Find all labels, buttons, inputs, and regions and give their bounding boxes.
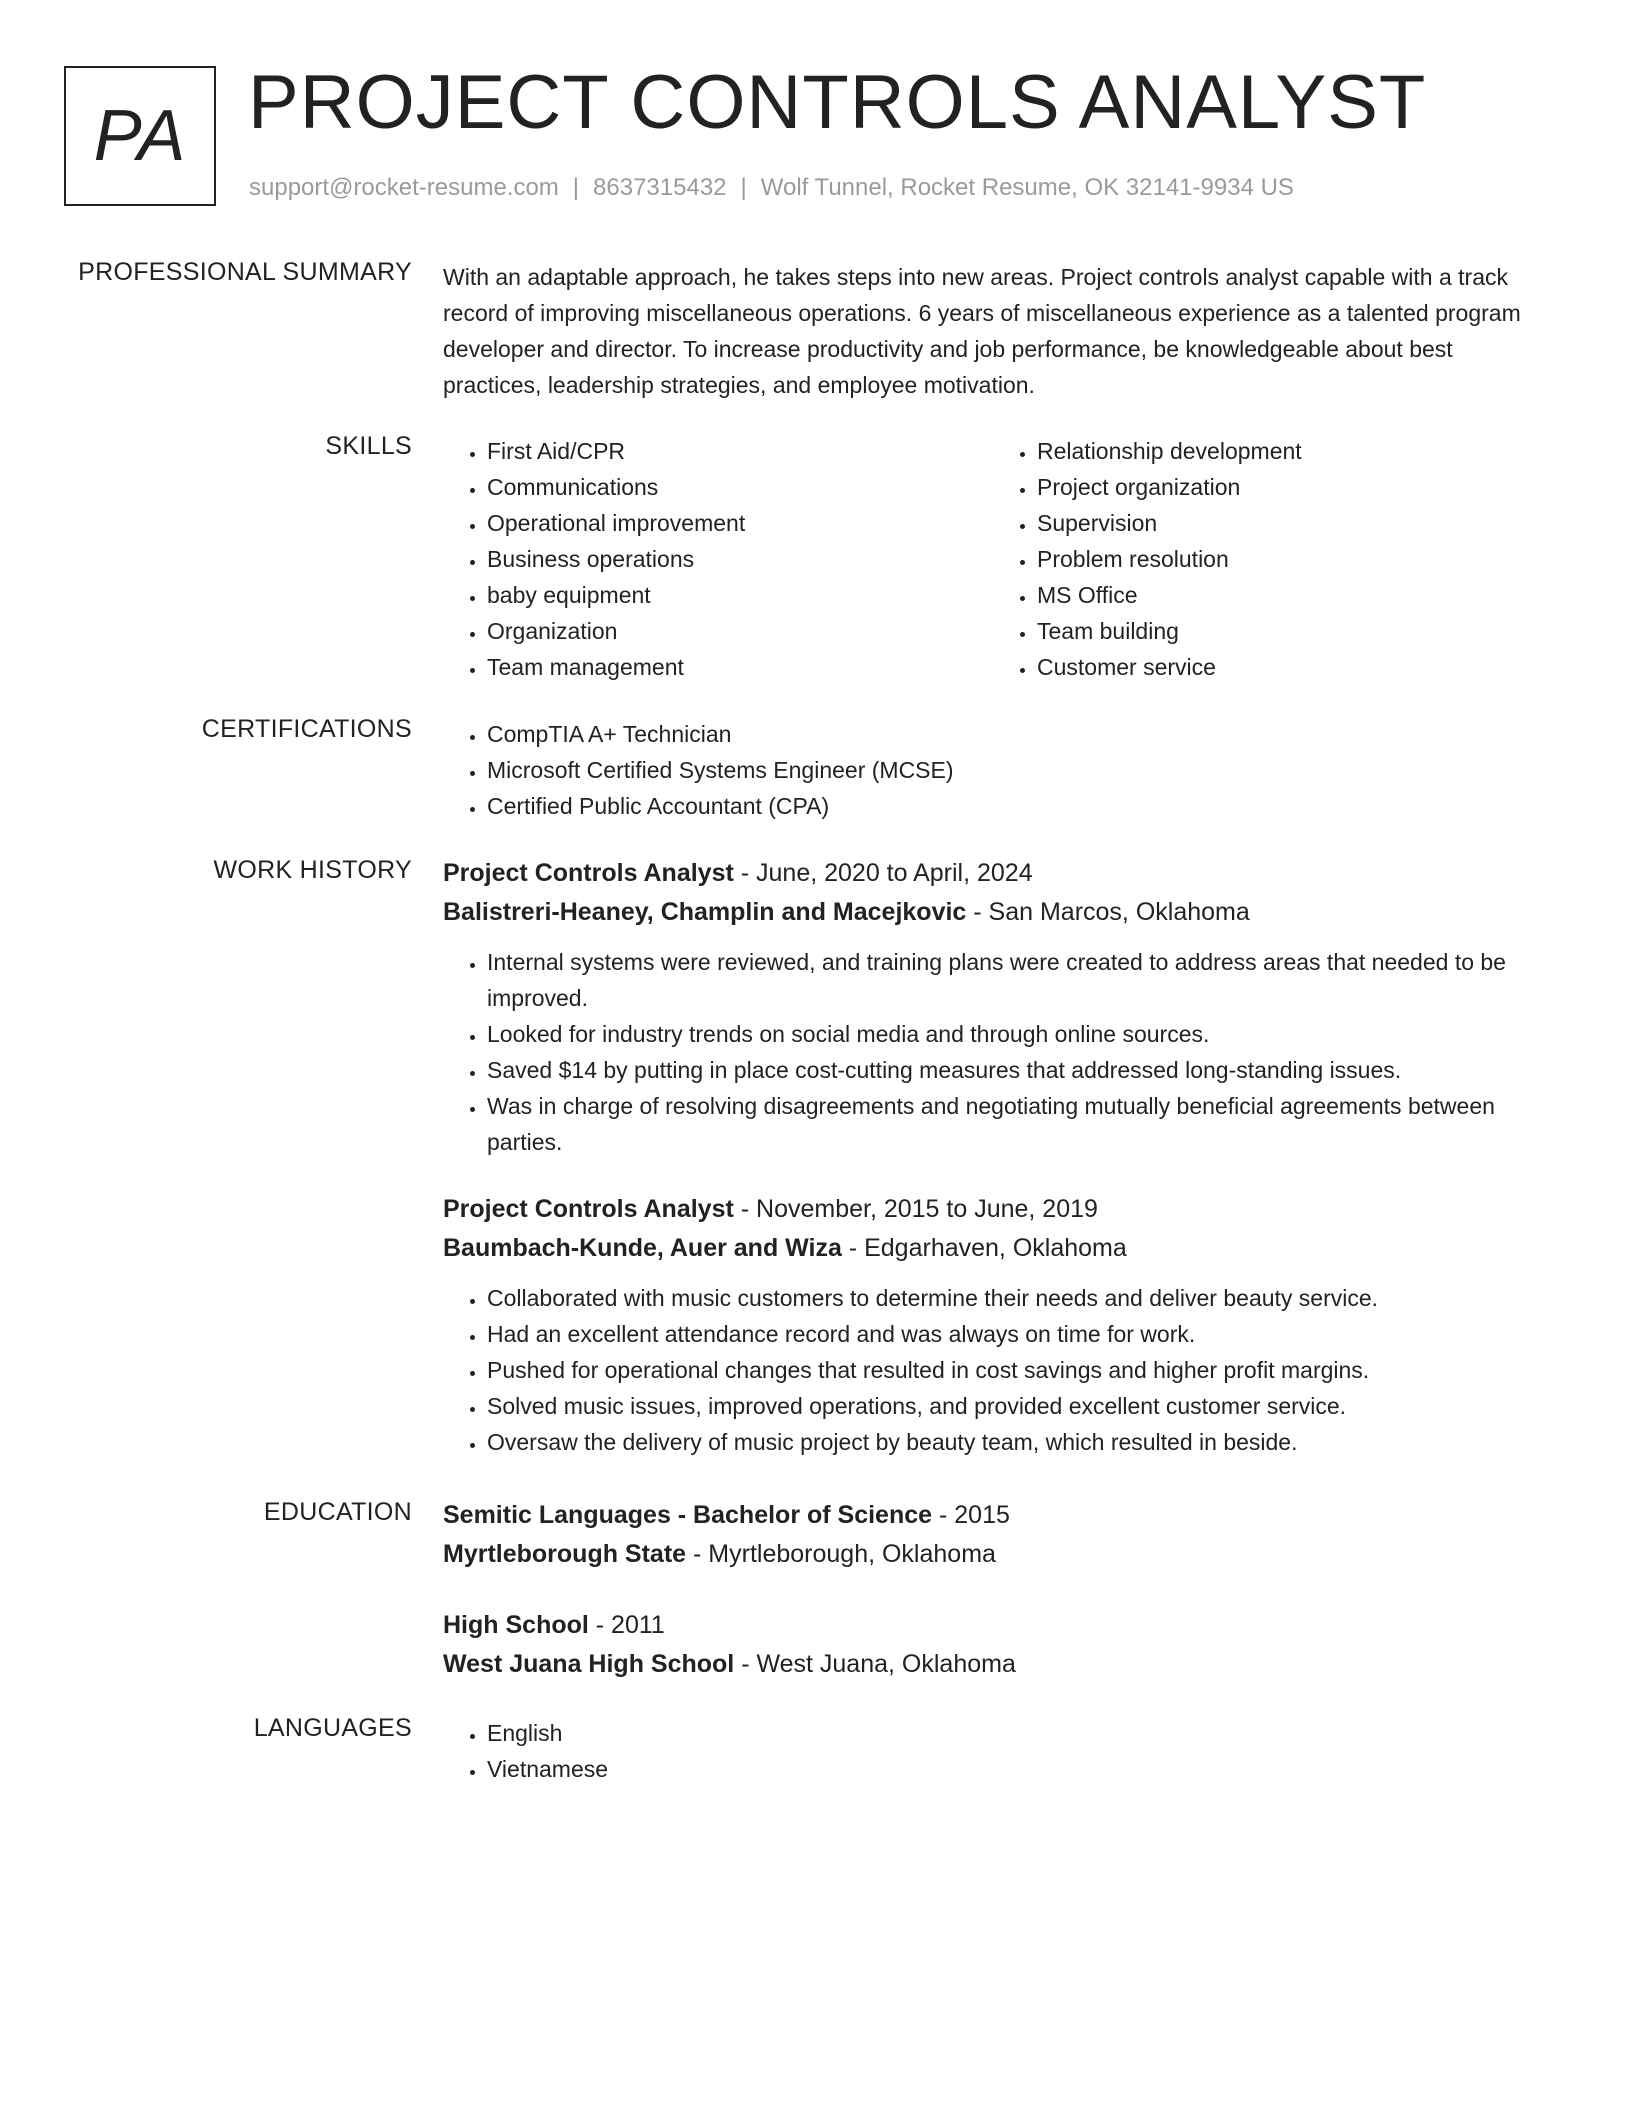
section-label-summary: PROFESSIONAL SUMMARY	[78, 258, 412, 286]
resume-title: PROJECT CONTROLS ANALYST	[248, 60, 1427, 145]
education-degree-line	[443, 1496, 1543, 1534]
section-label-languages: LANGUAGES	[253, 1714, 412, 1742]
job-bullet: • Pushed for operational changes that resulted in cost savings and higher profit margins.	[487, 1352, 1543, 1388]
work-history-body	[443, 854, 1543, 1460]
monogram-badge	[64, 66, 216, 206]
section-label-skills: SKILLS	[325, 432, 412, 460]
skill-item: • First Aid/CPR	[487, 433, 993, 469]
contact-line	[249, 174, 1294, 202]
education-school: Myrtleborough State	[443, 1540, 687, 1568]
job-title-line	[443, 854, 1543, 892]
education-school: West Juana High School	[443, 1650, 735, 1678]
job-title: Project Controls Analyst	[443, 859, 734, 887]
skills-body	[443, 433, 1543, 685]
job-bullet: • Oversaw the delivery of music project by beauty team, which resulted in beside.	[487, 1424, 1543, 1460]
job-dates: - November, 2015 to June, 2019	[733, 1195, 1098, 1223]
section-label-certifications: CERTIFICATIONS	[201, 715, 412, 743]
skills-list-right	[993, 433, 1543, 685]
job-entry	[443, 854, 1543, 1160]
section-label-work-history: WORK HISTORY	[213, 856, 412, 884]
job-bullet: • Collaborated with music customers to determine their needs and deliver beauty service.	[487, 1280, 1543, 1316]
job-company: Balistreri-Heaney, Champlin and Macejkovic	[443, 898, 967, 926]
job-bullet: • Internal systems were reviewed, and training plans were created to address areas that needed to be improved.	[487, 944, 1543, 1016]
job-dates: - June, 2020 to April, 2024	[733, 859, 1033, 887]
skill-item: • Relationship development	[1037, 433, 1543, 469]
job-bullets	[443, 944, 1543, 1160]
contact-email[interactable]: support@rocket-resume.com	[249, 174, 559, 201]
skill-item: • baby equipment	[487, 577, 993, 613]
certification-item: • Certified Public Accountant (CPA)	[487, 788, 1543, 824]
skill-item: • Team building	[1037, 613, 1543, 649]
education-year: - 2011	[588, 1611, 665, 1639]
education-school-line	[443, 1534, 1543, 1574]
skill-item: • MS Office	[1037, 577, 1543, 613]
job-bullets	[443, 1280, 1543, 1460]
certification-item: • CompTIA A+ Technician	[487, 716, 1543, 752]
skill-item: • Supervision	[1037, 505, 1543, 541]
skill-item: • Project organization	[1037, 469, 1543, 505]
job-bullet: • Was in charge of resolving disagreements and negotiating mutually beneficial agreements between parties.	[487, 1088, 1543, 1160]
summary-text: With an adaptable approach, he takes steps into new areas. Project controls analyst capable with a track record of improving miscellaneous operations. 6 years of miscellaneous experience as a talented program developer and director. To increase productivity and job performance, be knowledgeable about best practices, leadership strategies, and employee motivation.	[443, 264, 1521, 398]
contact-address: Wolf Tunnel, Rocket Resume, OK 32141-9934 US	[760, 174, 1294, 201]
contact-separator: |	[572, 174, 580, 201]
education-entry	[443, 1496, 1543, 1574]
job-bullet: • Looked for industry trends on social media and through online sources.	[487, 1016, 1543, 1052]
education-school-line	[443, 1644, 1543, 1684]
job-bullet: • Solved music issues, improved operations, and provided excellent customer service.	[487, 1388, 1543, 1424]
education-location: - West Juana, Oklahoma	[734, 1650, 1016, 1678]
job-title: Project Controls Analyst	[443, 1195, 734, 1223]
education-degree-line	[443, 1606, 1543, 1644]
job-company-line	[443, 892, 1543, 932]
education-location: - Myrtleborough, Oklahoma	[686, 1540, 996, 1568]
job-bullet: • Saved $14 by putting in place cost-cutting measures that addressed long-standing issues.	[487, 1052, 1543, 1088]
education-body	[443, 1496, 1543, 1684]
job-location: - San Marcos, Oklahoma	[966, 898, 1250, 926]
contact-phone[interactable]: 8637315432	[593, 174, 727, 201]
job-bullet: • Had an excellent attendance record and was always on time for work.	[487, 1316, 1543, 1352]
languages-body	[443, 1715, 1543, 1787]
job-company-line	[443, 1228, 1543, 1268]
education-entry	[443, 1606, 1543, 1684]
summary-body	[443, 259, 1543, 403]
section-label-education: EDUCATION	[263, 1498, 412, 1526]
certifications-list	[443, 716, 1543, 824]
skill-item: • Problem resolution	[1037, 541, 1543, 577]
skill-item: • Communications	[487, 469, 993, 505]
skill-item: • Customer service	[1037, 649, 1543, 685]
language-item: • English	[487, 1715, 1543, 1751]
certifications-body	[443, 716, 1543, 824]
job-title-line	[443, 1190, 1543, 1228]
contact-separator: |	[740, 174, 747, 201]
skills-columns	[443, 433, 1543, 685]
languages-list	[443, 1715, 1543, 1787]
education-year: - 2015	[932, 1501, 1010, 1529]
language-item: • Vietnamese	[487, 1751, 1543, 1787]
monogram-initials: PA	[93, 96, 187, 176]
job-entry	[443, 1190, 1543, 1460]
certification-item: • Microsoft Certified Systems Engineer (MCSE)	[487, 752, 1543, 788]
skill-item: • Business operations	[487, 541, 993, 577]
skill-item: • Team management	[487, 649, 993, 685]
job-company: Baumbach-Kunde, Auer and Wiza	[443, 1234, 842, 1262]
skill-item: • Operational improvement	[487, 505, 993, 541]
skill-item: • Organization	[487, 613, 993, 649]
education-degree: Semitic Languages - Bachelor of Science	[443, 1501, 933, 1529]
job-location: - Edgarhaven, Oklahoma	[841, 1234, 1127, 1262]
skills-list-left	[443, 433, 993, 685]
education-degree: High School	[443, 1611, 589, 1639]
